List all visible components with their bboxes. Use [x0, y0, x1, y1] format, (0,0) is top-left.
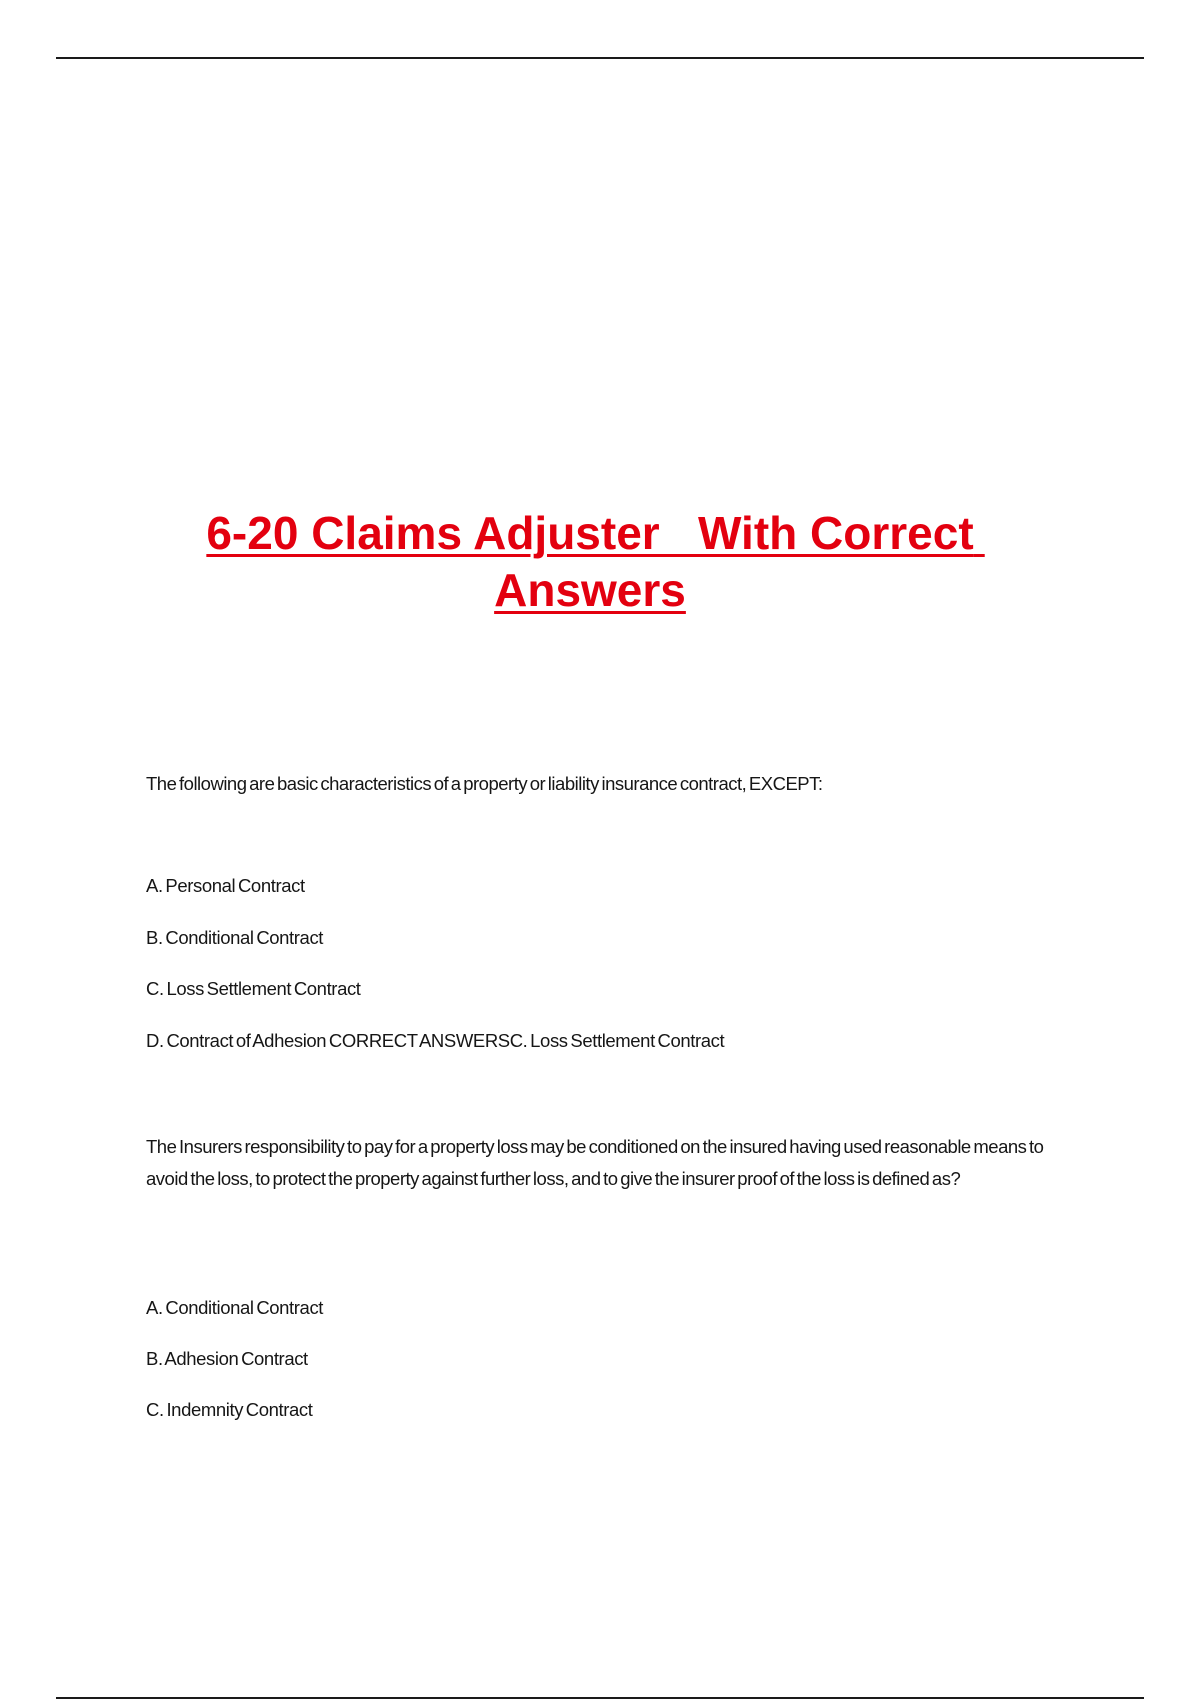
question-2-option-a: A. Conditional Contract: [146, 1297, 324, 1318]
document-title: 6-20 Claims Adjuster With Correct Answers: [206, 507, 985, 616]
header-rule: [56, 57, 1144, 59]
question-1-option-d: D. Contract of Adhesion CORRECT ANSWERSC. Loss Settlement Contract: [146, 1030, 725, 1051]
question-1-option-c: C. Loss Settlement Contract: [146, 978, 361, 999]
question-1-option-a: A. Personal Contract: [146, 875, 305, 896]
footer-rule: [56, 1697, 1144, 1699]
question-2-option-c: C. Indemnity Contract: [146, 1399, 313, 1420]
question-2-option-b: B. Adhesion Contract: [146, 1348, 308, 1369]
question-2-text: The Insurers responsibility to pay for a property loss may be conditioned on the insured having used reasonable means to avoid the loss, to protect the property against further loss, and to give the insurer proof of the loss is defined as?: [146, 1136, 1044, 1189]
question-1-text: The following are basic characteristics of a property or liability insurance contract, EXCEPT:: [146, 773, 823, 794]
question-1-option-b: B. Conditional Contract: [146, 927, 324, 948]
